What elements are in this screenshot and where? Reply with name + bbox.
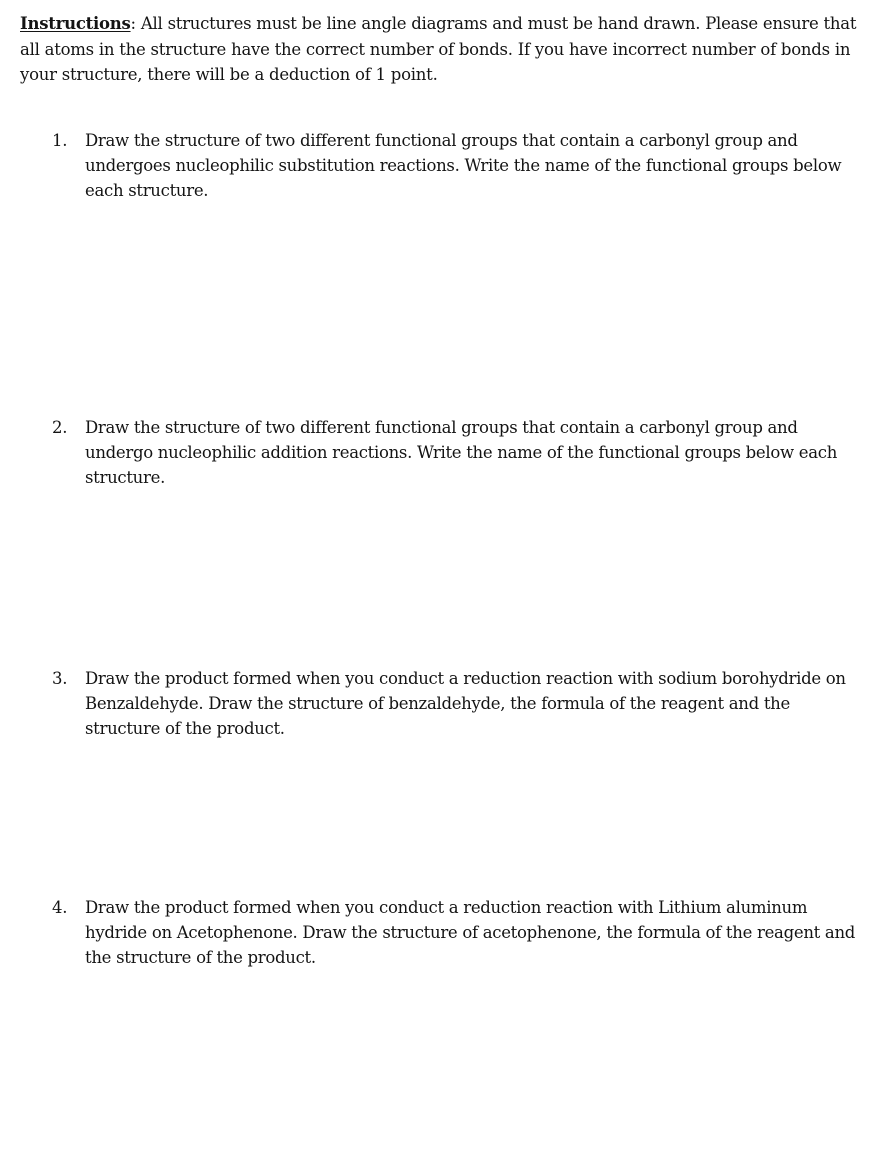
instructions-heading: Instructions	[20, 14, 131, 33]
instructions-text: All structures must be line angle diagrams and must be hand drawn. Please ensure that all atoms in the structure have the correct number of bonds. If you have incorrect number of bonds in your structure, there will be a deduction of 1 point.	[20, 14, 857, 84]
question-4	[52, 895, 862, 970]
question-1	[52, 128, 862, 203]
question-text: Draw the product formed when you conduct a reduction reaction with Lithium aluminum hydride on Acetophenone. Draw the structure of acetophenone, the formula of the reagent and the structure of the product.	[85, 898, 856, 967]
question-number: 1.	[52, 131, 68, 150]
question-text: Draw the structure of two different functional groups that contain a carbonyl group and undergoes nucleophilic substitution reactions. Write the name of the functional groups below each structure.	[85, 131, 842, 200]
question-number: 4.	[52, 898, 68, 917]
instructions-paragraph	[20, 11, 860, 88]
question-text: Draw the product formed when you conduct a reduction reaction with sodium borohydride on Benzaldehyde. Draw the structure of benzaldehyde, the formula of the reagent and the structure of the product.	[85, 669, 846, 738]
question-number: 3.	[52, 669, 68, 688]
question-number: 2.	[52, 418, 68, 437]
question-2	[52, 415, 862, 490]
instructions-colon: :	[130, 14, 136, 33]
question-3	[52, 666, 862, 741]
question-text: Draw the structure of two different functional groups that contain a carbonyl group and undergo nucleophilic addition reactions. Write the name of the functional groups below each structure.	[85, 418, 838, 487]
